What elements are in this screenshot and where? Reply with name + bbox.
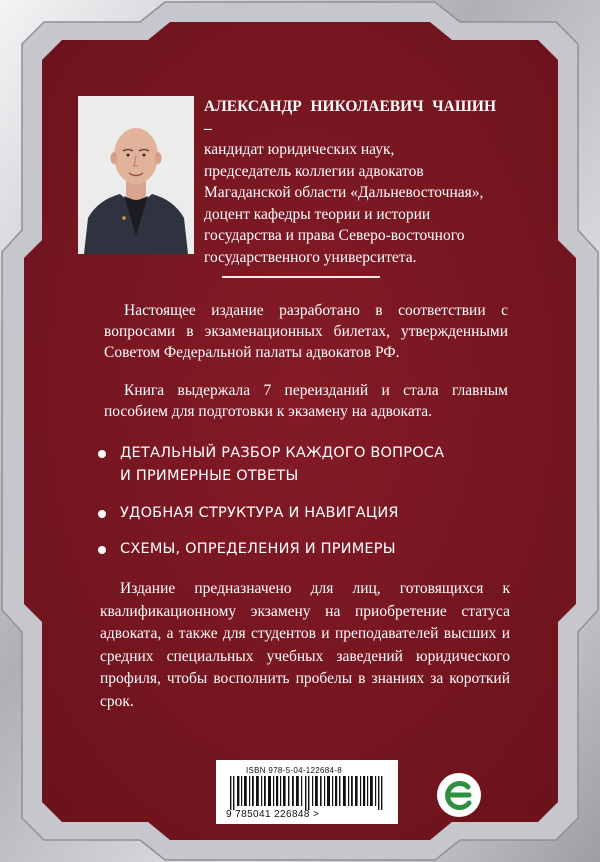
feature-text: И ПРИМЕРНЫЕ ОТВЕТЫ [120,468,299,484]
section-divider [222,276,380,278]
bullet-icon [98,546,106,554]
feature-text: ДЕТАЛЬНЫЙ РАЗБОР КАЖДОГО ВОПРОСА [120,445,445,461]
bullet-icon [98,510,106,518]
author-portrait-icon [78,96,194,254]
feature-text: УДОБНАЯ СТРУКТУРА И НАВИГАЦИЯ [120,505,399,521]
isbn-label: ISBN 978-5-04-122684-8 [246,766,342,775]
barcode-digits: 9 785041 226848 > [226,809,320,820]
author-bio-line: кандидат юридических наук, [204,141,395,158]
author-bio-line: доцент кафедры теории и истории [204,205,431,223]
author-photo [78,96,194,254]
author-description [204,96,496,268]
author-bio-line: государственного университета. [204,248,417,266]
intro-paragraph: Настоящее издание разработано в соответствии с вопросами в экзаменационных билетах, утвержденными Советом Федеральной палаты адвокатов РФ. [104,302,508,361]
author-bio-line: Магаданской области «Дальневосточная», [204,184,484,201]
audience-paragraph: Издание предназначено для лиц, готовящихся к квалификационному экзамену на приобретение статуса адвоката, а также для студентов и преподавателей высших и средних специальных учебных заведений юридического профиля, чтобы восполнить пробелы в знаниях за короткий срок. [100,580,510,710]
author-name: АЛЕКСАНДР НИКОЛАЕВИЧ ЧАШИН – [204,98,496,137]
intro-paragraph: Книга выдержала 7 переизданий и стала главным пособием для подготовки к экзамену на адвоката. [104,382,508,420]
eksmo-e-logo-icon [436,772,482,818]
author-bio-line: государства и права Северо-восточного [204,227,465,244]
feature-text: СХЕМЫ, ОПРЕДЕЛЕНИЯ И ПРИМЕРЫ [120,541,396,557]
author-bio-line: председатель коллегии адвокатов [204,162,424,180]
bullet-icon [98,450,106,458]
